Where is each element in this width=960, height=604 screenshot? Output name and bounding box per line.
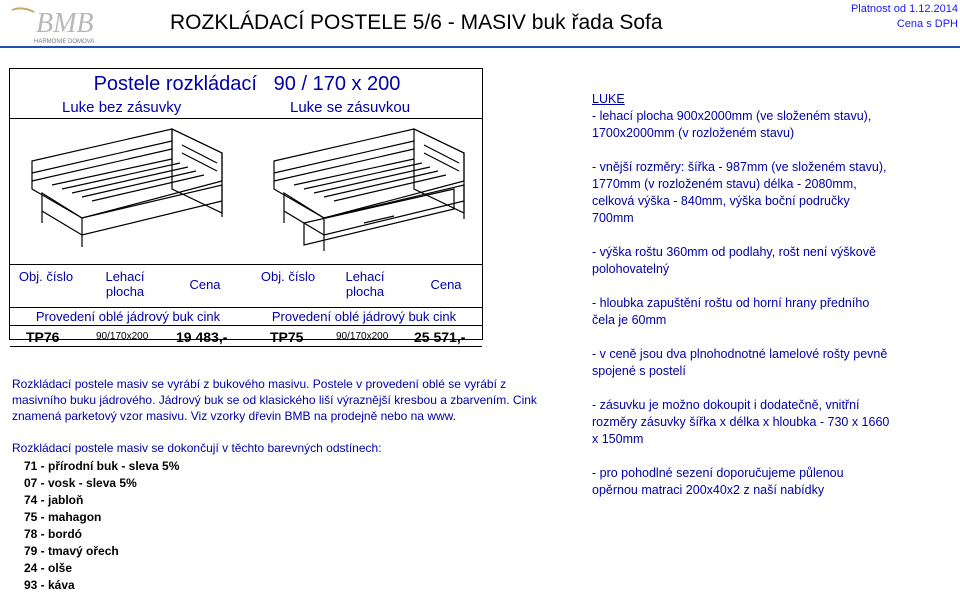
color-item: 24 - olše <box>24 561 73 575</box>
price-value: 19 483,- <box>176 329 228 345</box>
price-note: Cena s DPH <box>896 18 958 30</box>
provedeni-label: Provedení oblé jádrový buk cink <box>246 307 482 325</box>
order-code: TP75 <box>270 329 304 345</box>
valid-from: Platnost od 1.12.2014 <box>850 3 958 15</box>
col-obj-header: Obj. číslo <box>18 269 74 284</box>
specs <box>592 91 892 516</box>
size-value: 90/170x200 <box>96 331 149 342</box>
spec-item: - hloubka zapuštění roštu od horní hrany předního čela je 60mm <box>592 296 870 327</box>
variant-right-label: Luke se zásuvkou <box>290 99 411 116</box>
logo-text: BMB <box>36 8 94 39</box>
table-row <box>246 325 482 347</box>
price-table-left <box>10 264 246 347</box>
bed-illustration-right <box>264 123 474 263</box>
bed-illustration-left <box>22 123 232 263</box>
color-item: 78 - bordó <box>24 527 83 541</box>
spec-item: - lehací plocha 900x2000mm (ve složeném stavu), 1700x2000mm (v rozloženém stavu) <box>592 109 872 140</box>
color-item: 93 - káva <box>24 578 75 592</box>
spec-item: - výška roštu 360mm od podlahy, rošt není výškově polohovatelný <box>592 245 876 276</box>
spec-item: - pro pohodlné sezení doporučujeme půlenou opěrnou matraci 200x40x2 z naší nabídky <box>592 466 844 497</box>
col-cena-header: Cena <box>189 277 221 292</box>
col-obj-header: Obj. číslo <box>260 269 316 284</box>
finishes-intro: Rozkládací postele masiv se dokončují v těchto barevných odstínech: <box>12 441 382 455</box>
divider <box>10 118 482 119</box>
col-cena-header: Cena <box>430 277 462 292</box>
order-code: TP76 <box>26 329 60 345</box>
color-item: 71 - přírodní buk - sleva 5% <box>24 459 180 473</box>
validity-block <box>851 2 958 32</box>
price-table-right <box>246 264 482 347</box>
color-item: 07 - vosk - sleva 5% <box>24 476 137 490</box>
product-box <box>9 68 483 345</box>
size-value: 90/170x200 <box>336 331 389 342</box>
description-paragraph: Rozkládací postele masiv se vyrábí z bukového masivu. Postele v provedení oblé se vyrábí z masivního buku jádrového. Jádrový buk se od klasického liší výraznější kresbou a zbarvením. Cink znamená parketový vzor masivu. Viz vzorky dřevin BMB na prodejně nebo na www. <box>12 377 537 423</box>
provedeni-label: Provedení oblé jádrový buk cink <box>10 307 246 325</box>
color-list <box>24 458 552 594</box>
price-value: 25 571,- <box>414 329 466 345</box>
spec-item: - vnější rozměry: šířka - 987mm (ve složeném stavu), 1770mm (v rozloženém stavu) délka - 2080mm, celková výška - 840mm, výška boční područky 700mm <box>592 160 887 225</box>
spec-item: - v ceně jsou dva plnohodnotné lamelové rošty pevně spojené s postelí <box>592 347 888 378</box>
logo-tagline: HARMONIE DOMOVA <box>34 39 95 45</box>
variant-left-label: Luke bez zásuvky <box>62 99 182 116</box>
product-title: Postele rozkládací 90 / 170 x 200 <box>93 73 401 95</box>
color-item: 79 - tmavý ořech <box>24 544 119 558</box>
col-lehaci-header: Lehací plocha <box>345 269 385 299</box>
color-item: 74 - jabloň <box>24 493 84 507</box>
page-title: ROZKLÁDACÍ POSTELE 5/6 - MASIV buk řada Sofa <box>170 11 663 34</box>
description <box>12 376 552 594</box>
table-row <box>10 325 246 347</box>
product-name: LUKE <box>592 92 625 106</box>
header-rule <box>0 46 960 48</box>
bmb-logo <box>6 2 100 46</box>
spec-item: - zásuvku je možno dokoupit i dodatečně, vnitřní rozměry zásuvky šířka x délka x hloubka - 730 x 1660 x 150mm <box>592 398 890 446</box>
col-lehaci-header: Lehací plocha <box>105 269 145 299</box>
color-item: 75 - mahagon <box>24 510 102 524</box>
